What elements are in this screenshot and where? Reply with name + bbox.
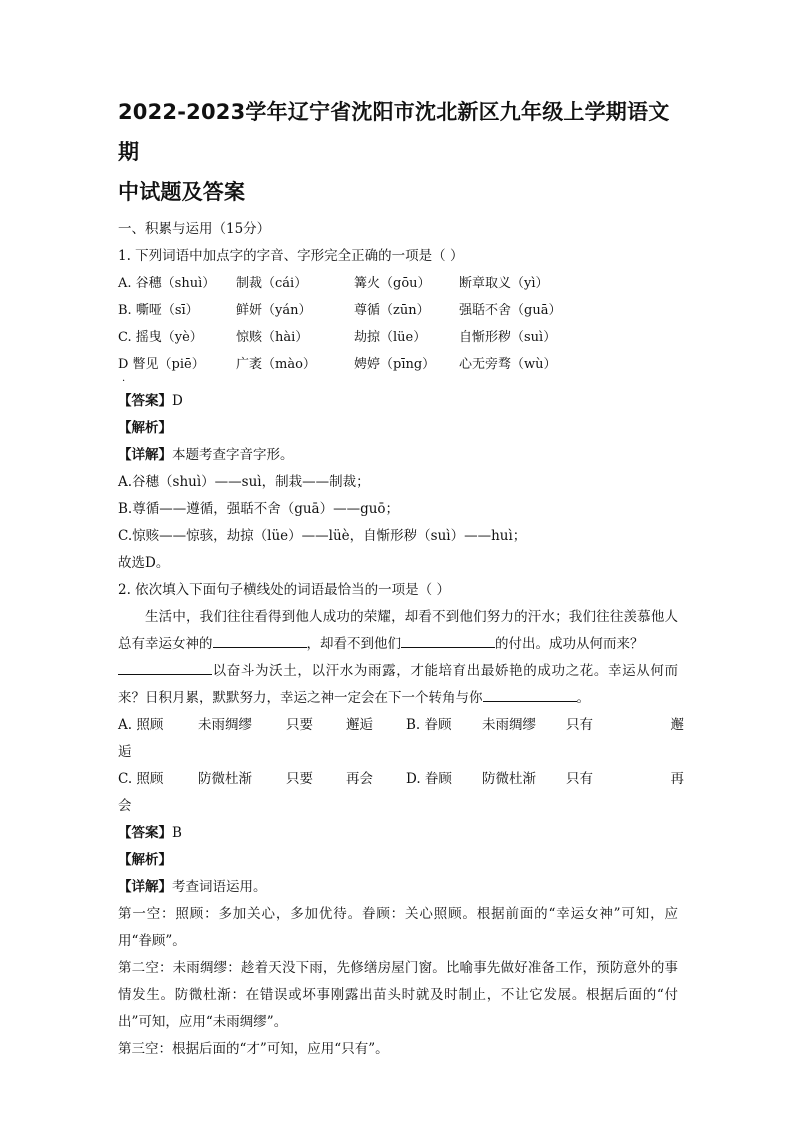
- q1-explain-a: A.谷穗（shuì）——suì，制栽——制裁；: [118, 474, 370, 490]
- q1-stem: 1. 下列词语中加点字的字音、字形完全正确的一项是（ ）: [118, 248, 464, 264]
- choice-c-word2: 防微杜渐: [198, 771, 252, 787]
- q1-option-a-word4: 断章取义（yì）: [459, 276, 549, 291]
- answer-label: 【答案】: [118, 825, 172, 841]
- q2-choice-row-1: [118, 712, 684, 739]
- passage-part-5: 。: [576, 690, 590, 706]
- q2-analysis: [118, 847, 678, 874]
- q2-choice-b: [406, 712, 684, 739]
- q1-detail: [118, 442, 678, 469]
- stray-mark: ·: [122, 376, 126, 387]
- blank-4: [483, 687, 577, 702]
- choice-b-word1: B. 眷顾: [406, 717, 452, 733]
- q2-choice-row-2: [118, 766, 684, 793]
- title-line-1: 2022-2023学年辽宁省沈阳市沈北新区九年级上学期语文期: [118, 100, 670, 164]
- q2-passage: [118, 604, 678, 658]
- q1-answer: [118, 388, 678, 415]
- passage-part-2: ，却看不到他们: [306, 636, 401, 652]
- choice-d-word4: 再: [670, 771, 684, 787]
- document-title: [118, 92, 678, 212]
- choice-d-word3: 只有: [566, 771, 593, 787]
- answer-value: D: [172, 393, 183, 409]
- blank-2: [401, 633, 495, 648]
- q1-analysis: [118, 415, 678, 442]
- q2-choice-a: [118, 712, 406, 739]
- choice-b-word4: 邂: [670, 717, 684, 733]
- choice-c-word1: C. 照顾: [118, 771, 164, 787]
- choice-a-word1: A. 照顾: [118, 717, 164, 733]
- q1-option-d-word2: 广袤（mào）: [236, 357, 316, 372]
- q1-option-b-word3: 尊循（zūn）: [354, 303, 430, 318]
- q1-option-d-word1: D 瞥见（piē）: [118, 357, 205, 372]
- answer-label: 【答案】: [118, 393, 172, 409]
- q1-option-a-word1: A. 谷穗（shuì）: [118, 276, 216, 291]
- choice-b-word2: 未雨绸缪: [482, 717, 536, 733]
- passage-part-4: 以奋斗为沃土，以汗水为雨露，才能培育出最娇艳的成功之花。幸运从何而来？日积月累，默默努力，幸运之神一定会在下一个转角与你: [118, 663, 678, 706]
- q1-option-a-word3: 篝火（gōu）: [354, 276, 431, 291]
- q1-option-b-word1: B. 嘶哑（sī）: [118, 303, 199, 318]
- detail-label: 【详解】: [118, 879, 172, 895]
- q1-option-c: [118, 324, 678, 351]
- q2-explain-3: 第三空：根据后面的“才”可知，应用“只有”。: [118, 1041, 389, 1057]
- q1-option-b: [118, 297, 678, 324]
- blank-1: [213, 633, 307, 648]
- q2-explain-2: 第二空：未雨绸缪：趁着天没下雨，先修缮房屋门窗。比喻事先做好准备工作，预防意外的事情发生。防微杜渐：在错误或坏事刚露出苗头时就及时制止，不让它发展。根据后面的“付出”可知，应用“未雨绸缪”。: [118, 960, 678, 1030]
- q1-option-a: [118, 270, 678, 297]
- title-line-2: 中试题及答案: [118, 180, 246, 204]
- q2-detail: [118, 874, 678, 901]
- choice-b-word3: 只有: [566, 717, 593, 733]
- q2-choice-d: [406, 766, 684, 793]
- q1-explain-c: C.惊赅——惊骇，劫掠（lüe）——lüè，自惭形秽（suì）——huì；: [118, 528, 527, 544]
- q2-choices: [118, 712, 684, 820]
- detail-text: 本题考查字音字形。: [172, 447, 294, 463]
- q2-passage-cont: [118, 658, 678, 712]
- passage-part-3: 的付出。成功从何而来？: [495, 636, 644, 652]
- q1-option-c-word1: C. 摇曳（yè）: [118, 330, 203, 345]
- q1-option-c-word2: 惊赅（hài）: [236, 330, 309, 345]
- choice-a-word3: 只要: [286, 717, 313, 733]
- analysis-label: 【解析】: [118, 852, 172, 868]
- q1-option-a-word2: 制裁（cái）: [236, 276, 308, 291]
- q2-choice-d-wrap: 会: [118, 798, 132, 814]
- choice-d-word1: D. 眷顾: [406, 771, 452, 787]
- section-heading: 一、积累与运用（15分）: [118, 221, 271, 237]
- detail-label: 【详解】: [118, 447, 172, 463]
- q1-option-d: [118, 351, 678, 378]
- detail-text: 考查词语运用。: [172, 879, 267, 895]
- q1-explain-b: B.尊循——遵循，强聒不舍（guā）——guō；: [118, 501, 400, 517]
- q1-option-c-word3: 劫掠（lüe）: [354, 330, 427, 345]
- q1-option-b-word2: 鲜妍（yán）: [236, 303, 312, 318]
- choice-c-word3: 只要: [286, 771, 313, 787]
- analysis-label: 【解析】: [118, 420, 172, 436]
- q1-conclusion: 故选D。: [118, 555, 170, 571]
- q1-option-c-word4: 自惭形秽（suì）: [459, 330, 557, 345]
- choice-d-word2: 防微杜渐: [482, 771, 536, 787]
- choice-a-word4: 邂逅: [346, 717, 373, 733]
- q2-stem: 2. 依次填入下面句子横线处的词语最恰当的一项是（ ）: [118, 582, 450, 598]
- q2-choice-b-wrap: 逅: [118, 744, 132, 760]
- answer-value: B: [172, 825, 182, 841]
- q1-option-d-word4: 心无旁骛（wù）: [459, 357, 557, 372]
- choice-a-word2: 未雨绸缪: [198, 717, 252, 733]
- document-page: [118, 92, 684, 1063]
- q2-choice-c: [118, 766, 406, 793]
- blank-3: [118, 660, 212, 675]
- q1-option-b-word4: 强聒不舍（guā）: [459, 303, 562, 318]
- q2-answer: [118, 820, 678, 847]
- q2-explain-1: 第一空：照顾：多加关心，多加优待。眷顾：关心照顾。根据前面的“幸运女神”可知，应用“眷顾”。: [118, 906, 678, 949]
- q1-option-d-word3: 娉婷（pīng）: [354, 357, 436, 372]
- passage-part-1: 生活中，我们往往看得到他人成功的荣耀，却看不到他们努力的汗水；我们往往羡慕他人总有幸运女神的: [118, 609, 678, 652]
- choice-c-word4: 再会: [346, 771, 373, 787]
